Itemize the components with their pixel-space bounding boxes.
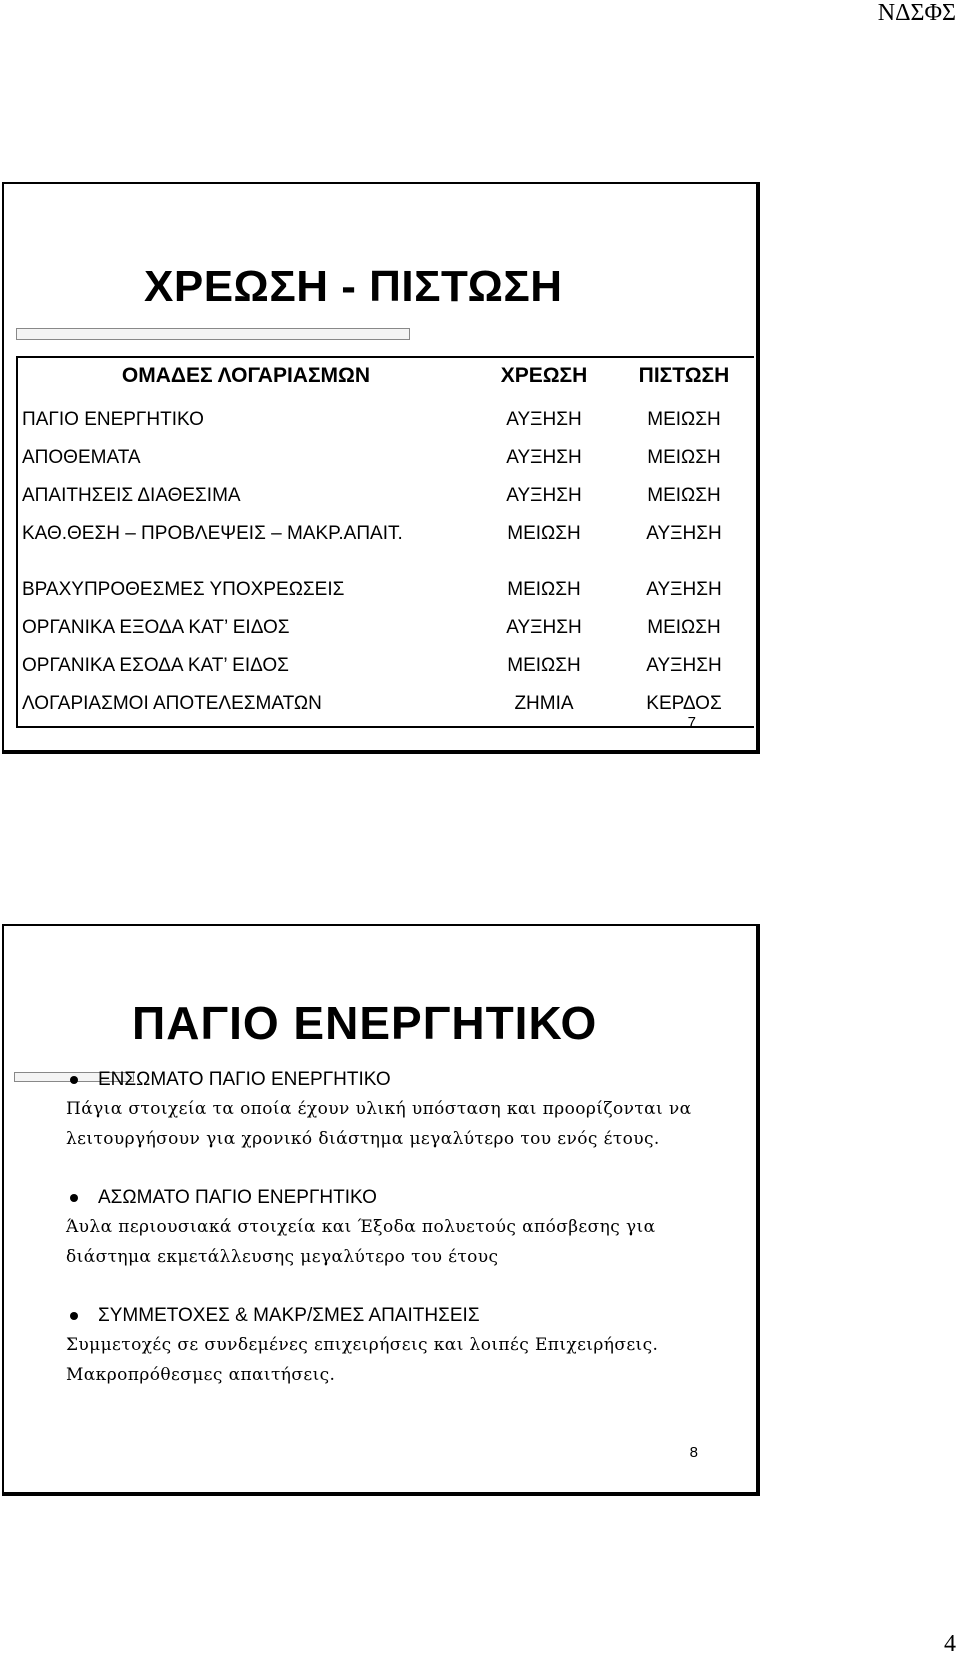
table-row: [17, 688, 754, 727]
credit-cell: ΜΕΙΩΣΗ: [647, 617, 721, 638]
slide-title: ΠΑΓΙΟ ΕΝΕΡΓΗΤΙΚΟ: [132, 997, 598, 1049]
document-header-code: ΝΔΣΦΣ: [877, 0, 956, 26]
table-row: [17, 612, 754, 650]
slide-number: 8: [689, 1444, 698, 1461]
debit-cell: ΖΗΜΙΑ: [514, 693, 574, 714]
item-description: Συμμετοχές σε συνδεμένες επιχειρήσεις και λοιπές Επιχειρήσεις. Μακροπρόθεσμες απαιτήσεις.: [66, 1335, 659, 1385]
account-group-cell: ΟΡΓΑΝΙΚΑ ΕΣΟΔΑ ΚΑΤ’ ΕΙΔΟΣ: [22, 655, 289, 676]
list-item: [66, 1184, 746, 1272]
credit-cell: ΜΕΙΩΣΗ: [647, 447, 721, 468]
column-header-credit: ΠΙΣΤΩΣΗ: [638, 364, 730, 387]
decorative-bar: [16, 328, 410, 340]
bullet-icon: [70, 1312, 78, 1320]
debit-cell: ΜΕΙΩΣΗ: [507, 523, 581, 544]
bullet-list: [66, 1066, 746, 1420]
slide-number: 7: [687, 714, 696, 731]
account-group-cell: ΛΟΓΑΡΙΑΣΜΟΙ ΑΠΟΤΕΛΕΣΜΑΤΩΝ: [22, 693, 322, 714]
table-row: [17, 574, 754, 612]
column-header-account-groups: ΟΜΑΔΕΣ ΛΟΓΑΡΙΑΣΜΩΝ: [121, 364, 371, 387]
item-heading: ΣΥΜΜΕΤΟΧΕΣ & ΜΑΚΡ/ΣΜΕΣ ΑΠΑΙΤΗΣΕΙΣ: [98, 1305, 480, 1326]
credit-cell: ΚΕΡΔΟΣ: [646, 693, 722, 714]
debit-cell: ΑΥΞΗΣΗ: [506, 447, 582, 468]
table-row: [17, 480, 754, 518]
table-row: [17, 650, 754, 688]
slide-title: ΧΡΕΩΣΗ - ΠΙΣΤΩΣΗ: [144, 262, 563, 311]
credit-cell: ΑΥΞΗΣΗ: [646, 655, 722, 676]
debit-cell: ΑΥΞΗΣΗ: [506, 617, 582, 638]
slide-fixed-assets: [2, 924, 760, 1496]
account-group-cell: ΑΠΑΙΤΗΣΕΙΣ ΔΙΑΘΕΣΙΜΑ: [22, 485, 241, 506]
item-heading: ΕΝΣΩΜΑΤΟ ΠΑΓΙΟ ΕΝΕΡΓΗΤΙΚΟ: [98, 1069, 391, 1090]
table-row: [17, 442, 754, 480]
credit-cell: ΑΥΞΗΣΗ: [646, 579, 722, 600]
account-group-cell: ΑΠΟΘΕΜΑΤΑ: [22, 447, 141, 468]
bullet-icon: [70, 1076, 78, 1084]
debit-cell: ΑΥΞΗΣΗ: [506, 409, 582, 430]
account-group-cell: ΚΑΘ.ΘΕΣΗ – ΠΡΟΒΛΕΨΕΙΣ – ΜΑΚΡ.ΑΠΑΙΤ.: [22, 523, 403, 544]
debit-cell: ΜΕΙΩΣΗ: [507, 579, 581, 600]
credit-cell: ΜΕΙΩΣΗ: [647, 485, 721, 506]
account-group-cell: ΠΑΓΙΟ ΕΝΕΡΓΗΤΙΚΟ: [22, 409, 204, 430]
table-header-row: [17, 357, 754, 404]
list-item: [66, 1066, 746, 1154]
bullet-icon: [70, 1194, 78, 1202]
debit-cell: ΜΕΙΩΣΗ: [507, 655, 581, 676]
credit-cell: ΜΕΙΩΣΗ: [647, 409, 721, 430]
debit-credit-table: [16, 356, 754, 728]
list-item: [66, 1302, 746, 1390]
item-description: Πάγια στοιχεία τα οποία έχουν υλική υπόσταση και προορίζονται να λειτουργήσουν για χρονικό διάστημα μεγαλύτερο του ενός έτους.: [66, 1099, 692, 1149]
credit-cell: ΑΥΞΗΣΗ: [646, 523, 722, 544]
debit-cell: ΑΥΞΗΣΗ: [506, 485, 582, 506]
table-row: [17, 518, 754, 574]
column-header-debit: ΧΡΕΩΣΗ: [500, 364, 588, 387]
page-number: 4: [944, 1631, 956, 1657]
item-description: Άυλα περιουσιακά στοιχεία και Έξοδα πολυετούς απόσβεσης για διάστημα εκμετάλλευσης μεγαλύτερο του έτους: [66, 1217, 656, 1267]
account-group-cell: ΟΡΓΑΝΙΚΑ ΕΞΟΔΑ ΚΑΤ’ ΕΙΔΟΣ: [22, 617, 290, 638]
item-heading: ΑΣΩΜΑΤΟ ΠΑΓΙΟ ΕΝΕΡΓΗΤΙΚΟ: [98, 1187, 377, 1208]
account-group-cell: ΒΡΑΧΥΠΡΟΘΕΣΜΕΣ ΥΠΟΧΡΕΩΣΕΙΣ: [22, 579, 345, 600]
slide-debit-credit: [2, 182, 760, 754]
table-row: [17, 404, 754, 442]
